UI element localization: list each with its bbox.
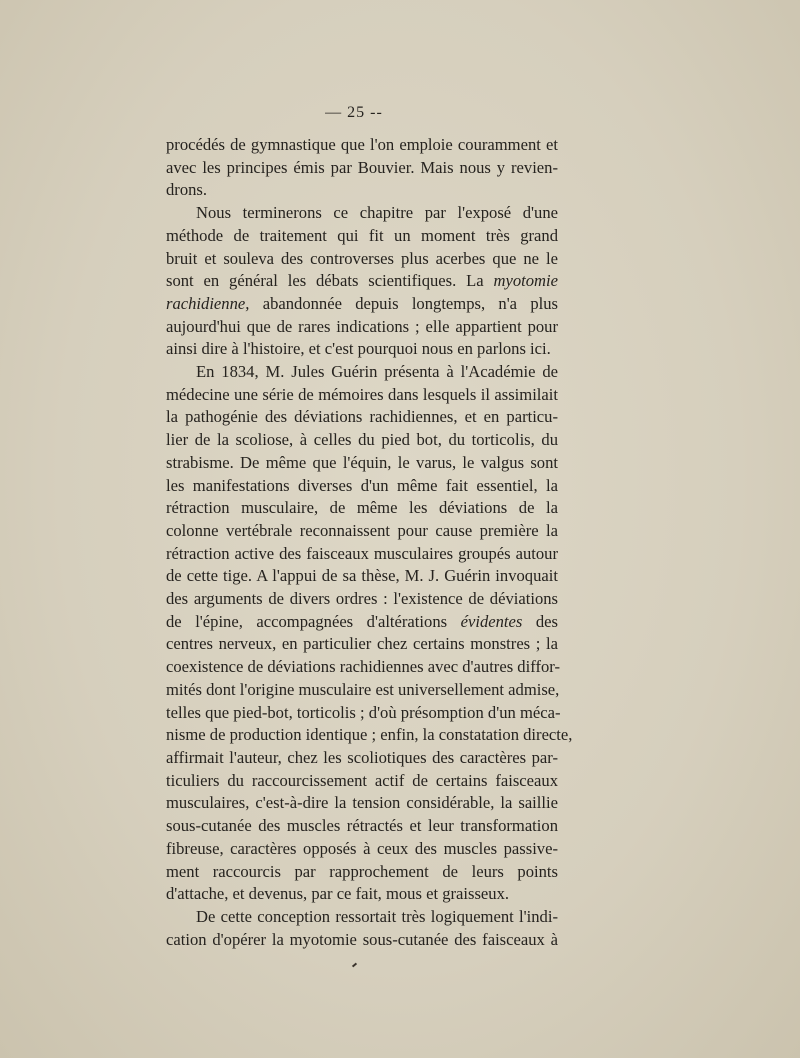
text-line: affirmait l'auteur, chez les scoliotiques des caractères par- [166,747,558,767]
text-line: méthode de traitement qui fit un moment très grand [166,225,558,245]
text-line: procédés de gymnastique que l'on emploie couramment et [166,135,558,154]
text-line: musculaires, c'est-à-dire la tension considérable, la saillie [166,793,558,813]
text-line: drons. [166,180,208,200]
text-line: ainsi dire à l'histoire, et c'est pourquoi nous en parlons ici. [166,339,551,359]
text-line: la pathogénie des déviations rachidiennes, et en particu- [166,407,558,427]
text-line: telles que pied-bot, torticolis ; d'où présomption d'un méca- [166,702,561,722]
paragraph-2 [166,202,558,361]
italic-term: rachidienne, [166,293,250,313]
text-line: sont en général les débats scientifiques. La myotomie [166,271,558,291]
ink-speck [352,963,357,968]
text-line: médecine une série de mémoires dans lesquels il assimilait [166,384,558,404]
text-line: bruit et souleva des controverses plus acerbes que ne le [166,248,558,268]
text-line: ticuliers du raccourcissement actif de certains faisceaux [166,770,558,790]
text-line: mités dont l'origine musculaire est universellement admise, [166,679,560,699]
text-line: rétraction musculaire, de même les déviations de la [166,498,558,518]
text-line: colonne vertébrale reconnaissent pour cause première la [166,520,558,540]
body-text [166,134,573,951]
text-line: cation d'opérer la myotomie sous-cutanée des faisceaux à [166,929,558,949]
text-line: strabisme. De même que l'équin, le varus, le valgus sont [166,452,558,472]
text-line: fibreuse, caractères opposés à ceux des muscles passive- [166,838,558,858]
text-line: rachidienne, abandonnée depuis longtemps, n'a plus [166,293,558,313]
text-line: rétraction active des faisceaux musculaires groupés autour [166,543,558,563]
page-number: — 25 -- [325,104,383,121]
text-line: ment raccourcis par rapprochement de leurs points [166,861,558,881]
text-line: des arguments de divers ordres : l'existence de déviations [166,589,558,609]
text-line: centres nerveux, en particulier chez certains monstres ; la [166,634,558,654]
text-line: aujourd'hui que de rares indications ; elle appartient pour [166,316,558,336]
italic-term: myotomie [493,271,558,291]
text-line: sous-cutanée des muscles rétractés et leur transformation [166,816,558,836]
text-line: lier de la scoliose, à celles du pied bot, du torticolis, du [166,430,558,450]
paragraph-3 [166,361,573,906]
text-line: nisme de production identique ; enfin, la constatation directe, [166,725,573,745]
text-line: les manifestations diverses d'un même fait essentiel, la [166,475,558,495]
text-line: avec les principes émis par Bouvier. Mais nous y revien- [166,157,558,177]
text-line: de l'épine, accompagnées d'altérations évidentes des [166,611,558,631]
text-line: En 1834, M. Jules Guérin présenta à l'Académie de [196,362,558,382]
italic-term: évidentes [460,611,523,631]
text-line: de cette tige. A l'appui de sa thèse, M. J. Guérin invoquait [166,566,558,586]
paragraph-4 [166,906,558,951]
text-line: coexistence de déviations rachidiennes avec d'autres diffor- [166,657,560,677]
text-line: Nous terminerons ce chapitre par l'exposé d'une [196,203,558,223]
paragraph-1 [166,134,558,202]
text-line: d'attache, et devenus, par ce fait, mous et graisseux. [166,884,510,904]
text-line: De cette conception ressortait très logiquement l'indi- [196,906,558,926]
